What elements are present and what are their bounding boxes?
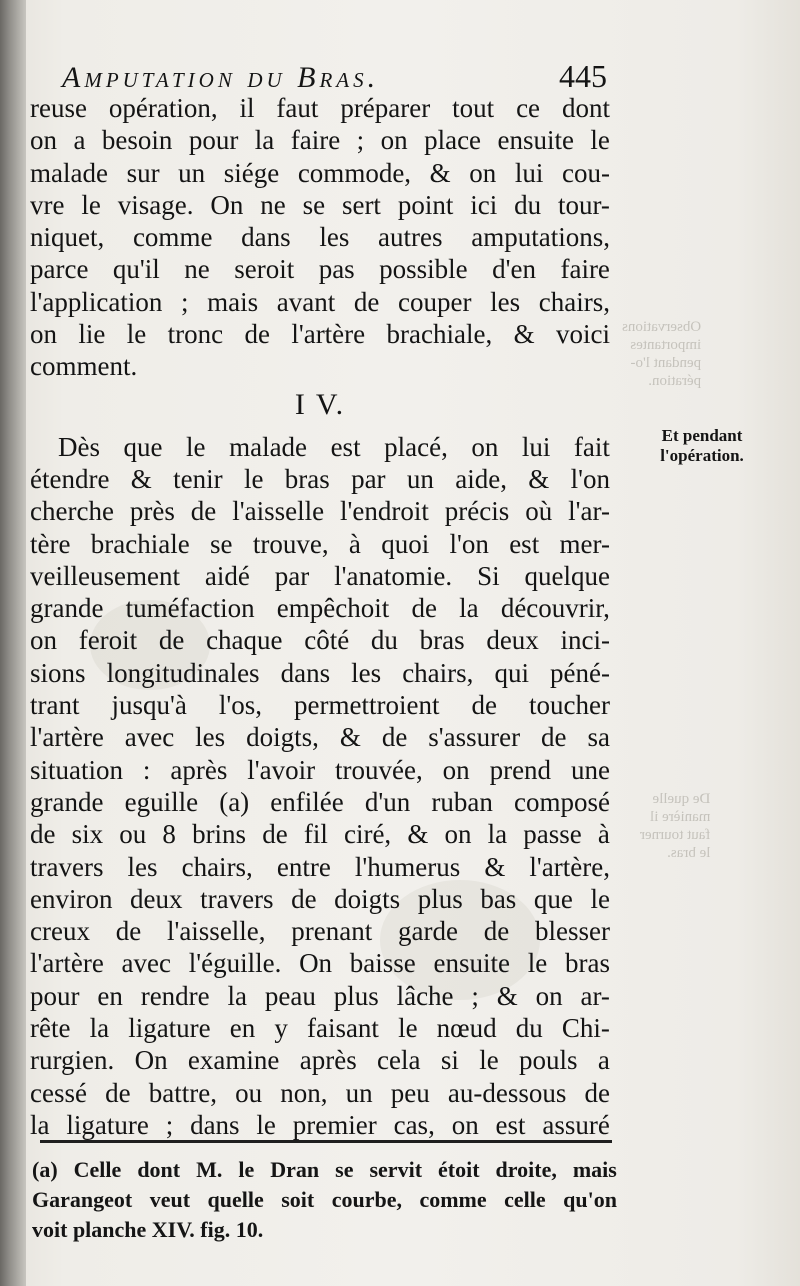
bleed-through-text: De quelle manière il faut tourner le bras.	[640, 791, 711, 861]
text-line: cherche près de l'aisselle l'endroit précis où l'ar-	[30, 496, 610, 527]
text-line: cessé de battre, ou non, un peu au-dessous de	[30, 1077, 610, 1108]
main-text	[30, 92, 610, 1141]
text-line: reuse opération, il faut préparer tout ce dont	[30, 93, 610, 123]
text-line: rête la ligature en y faisant le nœud du Chi-	[30, 1013, 610, 1044]
section-heading: I V.	[294, 387, 346, 421]
running-header	[62, 58, 607, 95]
text-line: niquet, comme dans les autres amputations,	[30, 222, 610, 253]
margin-note-line: Et pendant	[661, 426, 743, 445]
text-line: pour en rendre la peau plus lâche ; & on ar-	[30, 980, 610, 1011]
text-line: étendre & tenir le bras par un aide, & l'on	[30, 463, 610, 494]
text-line: l'artère avec les doigts, & de s'assurer de sa	[30, 722, 610, 753]
text-line: travers les chairs, entre l'humerus & l'artère,	[30, 851, 610, 882]
bleed-through-text: Observations importantes pendant l'o- pération.	[622, 319, 702, 389]
text-line: trant jusqu'à l'os, permettroient de toucher	[30, 690, 610, 721]
margin-note	[612, 426, 792, 466]
text-line: grande eguille (a) enfilée d'un ruban composé	[30, 786, 610, 817]
footnote	[32, 1155, 617, 1245]
text-line: l'artère avec l'éguille. On baisse ensuite le bras	[30, 948, 610, 979]
footnote-line: voit planche XIV. fig. 10.	[32, 1217, 264, 1242]
text-line: creux de l'aisselle, prenant garde de blesser	[30, 916, 610, 947]
text-line: l'application ; mais avant de couper les chairs,	[30, 286, 610, 317]
footnote-line: Garangeot veut quelle soit courbe, comme celle qu'on	[32, 1187, 617, 1212]
text-line: Dès que le malade est placé, on lui fait	[58, 431, 610, 462]
text-line: la ligature ; dans le premier cas, on est assuré	[30, 1109, 610, 1140]
text-line: environ deux travers de doigts plus bas que le	[30, 883, 610, 914]
footnote-line: (a) Celle dont M. le Dran se servit étoit droite, mais	[32, 1157, 617, 1182]
text-line: veilleusement aidé par l'anatomie. Si quelque	[30, 560, 610, 591]
text-line: on a besoin pour la faire ; on place ensuite le	[30, 125, 610, 156]
text-line: grande tuméfaction empêchoit de la découvrir,	[30, 593, 610, 624]
margin-note-line: l'opération.	[660, 446, 744, 465]
text-line: situation : après l'avoir trouvée, on prend une	[30, 754, 610, 785]
text-line: vre le visage. On ne se sert point ici du tour-	[30, 189, 610, 220]
text-line: rurgien. On examine après cela si le pouls a	[30, 1045, 610, 1076]
text-line: comment.	[30, 351, 138, 382]
text-line: on feroit de chaque côté du bras deux inci-	[30, 625, 610, 656]
text-line: parce qu'il ne seroit pas possible d'en faire	[30, 254, 610, 285]
book-spine-shadow	[0, 0, 26, 1286]
text-line: on lie le tronc de l'artère brachiale, & voici	[30, 319, 610, 350]
text-line: malade sur un siége commode, & on lui cou-	[30, 157, 610, 188]
running-title: Amputation du Bras.	[62, 61, 380, 94]
text-line: de six ou 8 brins de fil ciré, & on la passe à	[30, 819, 610, 850]
text-line: sions longitudinales dans les chairs, qui péné-	[30, 657, 610, 688]
footnote-rule	[40, 1140, 612, 1143]
text-line: tère brachiale se trouve, à quoi l'on est mer-	[30, 528, 610, 559]
page-number: 445	[559, 58, 607, 94]
